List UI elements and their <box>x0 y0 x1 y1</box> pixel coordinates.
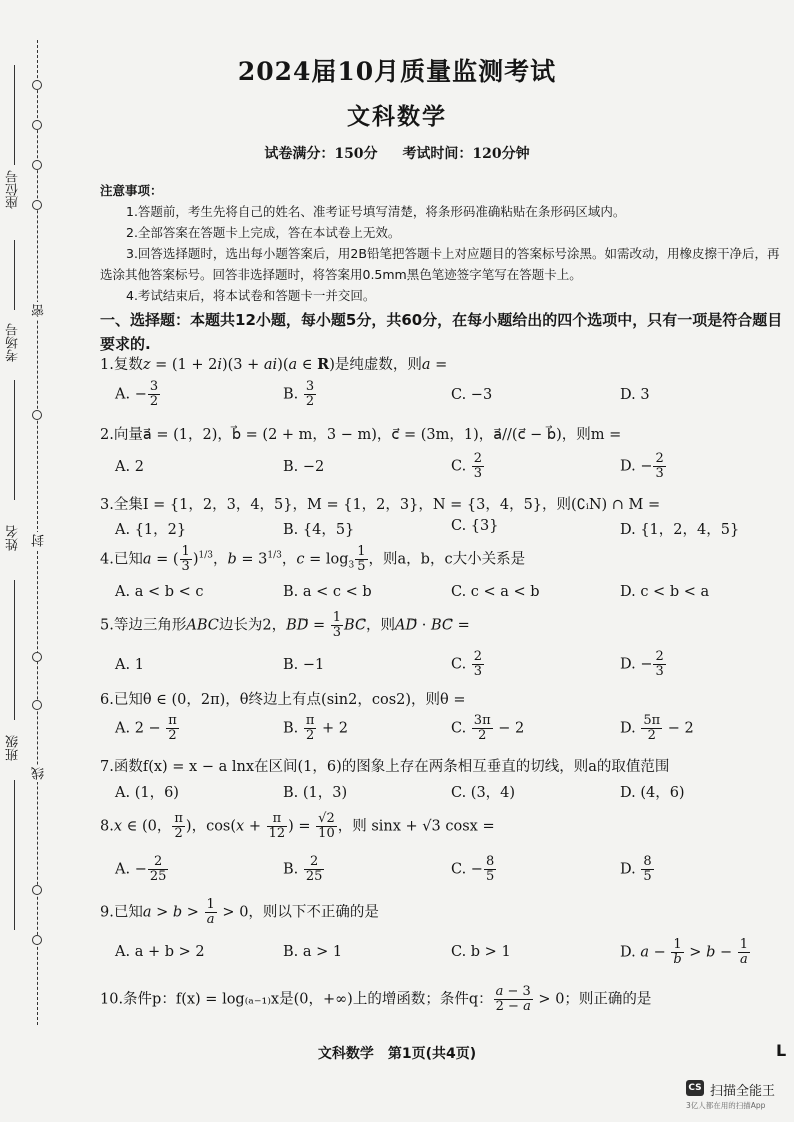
exam-info <box>0 143 794 163</box>
option-c: C. $\frac{3\pi}{2}$ − 2 <box>451 713 525 743</box>
option-d: D. (4，6) <box>620 785 685 801</box>
seal-word-feng: 封 <box>32 534 47 547</box>
room-number-label: 考场号 <box>6 323 21 362</box>
option-d: D. {1，2，4，5} <box>620 522 740 538</box>
page-footer: 文科数学 第1页(共4页) <box>317 1046 477 1062</box>
instructions <box>100 180 780 306</box>
option-a: A. a + b > 2 <box>115 944 205 960</box>
option-d: D. a − $\frac{1}{b}$ > b − $\frac{1}{a}$ <box>620 937 749 967</box>
scanner-slogan: 3亿人都在用的扫描App <box>686 1101 766 1110</box>
margin-dot <box>32 200 42 210</box>
exam-subject: 文科数学 <box>347 103 447 130</box>
question-9: 9.已知a > b > $\frac{1}{a}$ > 0，则以下不正确的是 <box>100 897 379 927</box>
question-10: 10.条件p：f(x) = log₍ₐ₋₁₎x是(0，+∞)上的增函数；条件q： $\frac{a - 3}{2 - a}$ > 0；则正确的是 <box>100 984 652 1014</box>
option-a: A. 1 <box>115 657 144 673</box>
scanner-logo-icon: CS <box>686 1080 704 1096</box>
option-b: B. (1，3) <box>283 785 348 801</box>
option-d: D. c < b < a <box>620 584 710 600</box>
question-7: 7.函数f(x) = x − a lnx在区间(1，6)的图象上存在两条相互垂直的切线，则a的取值范围 <box>100 759 670 775</box>
exam-title: 2024届10月质量监测考试 <box>237 57 557 86</box>
field-line <box>14 380 15 500</box>
field-line <box>14 780 15 930</box>
option-d: D. − $\frac{2}{3}$ <box>620 649 664 679</box>
question-2: 2.向量a⃗ = (1，2)，b⃗ = (2 + m，3 − m)，c⃗ = (3m，1)，a⃗//(c⃗ − b⃗)，则m = <box>100 427 622 443</box>
option-b: B. −1 <box>283 657 325 673</box>
margin-dot <box>32 935 42 945</box>
question-6: 6.已知θ ∈ (0，2π)，θ终边上有点(sin2，cos2)，则θ = <box>100 692 466 708</box>
option-b: B. {4，5} <box>283 522 355 538</box>
instruction-item: 4.考试结束后，将本试卷和答题卡一并交回。 <box>126 288 376 303</box>
margin-dot <box>32 410 42 420</box>
option-c: C. b > 1 <box>451 944 511 960</box>
option-d: D. $\frac{8}{5}$ <box>620 854 652 884</box>
option-d: D. − $\frac{2}{3}$ <box>620 451 664 481</box>
option-a: A. 2 <box>115 459 144 475</box>
question-1: 1.复数z = (1 + 2i)(3 + ai)(a ∈ R)是纯虚数，则a = <box>100 356 448 373</box>
question-9-tail: > 0，则以下不正确的是 <box>217 904 379 921</box>
option-a: A. − $\frac{2}{25}$ <box>115 854 167 884</box>
option-d: D. 3 <box>620 387 650 403</box>
instructions-heading: 注意事项： <box>100 183 163 198</box>
option-a: A. 2 − $\frac{\pi}{2}$ <box>115 713 177 743</box>
option-b: B. a < c < b <box>283 584 372 600</box>
seat-number-label: 座位号 <box>6 170 21 209</box>
question-10-head: 10.条件p：f(x) = log₍ₐ₋₁₎x是(0，+∞)上的增函数；条件q： <box>100 991 493 1008</box>
name-label: 姓名 <box>6 525 21 551</box>
full-score: 试卷满分：150分 <box>264 146 378 162</box>
instruction-item: 3.回答选择题时，选出每小题答案后，用2B铅笔把答题卡上对应题目的答案标号涂黑。如需改动，用橡皮擦干净后，再选涂其他答案标号。回答非选择题时，将答案用0.5mm黑色笔迹签字笔写在答题卡上。 <box>100 246 780 282</box>
option-a: A. {1，2} <box>115 522 187 538</box>
option-c: C. {3} <box>451 518 499 534</box>
option-b: B. −2 <box>283 459 325 475</box>
seal-word-mi: 密 <box>32 304 47 317</box>
question-4-tail: ，则a，b，c大小关系是 <box>368 551 526 568</box>
option-d: D. $\frac{5\pi}{2}$ − 2 <box>620 713 694 743</box>
margin-dot <box>32 700 42 710</box>
option-a: A. − $\frac{3}{2}$ <box>115 379 159 409</box>
corner-mark: L <box>776 1041 787 1060</box>
question-8: 8.x ∈ (0， $\frac{\pi}{2}$ )，cos(x + $\frac{\pi}{12}$ ) = $\frac{√2}{10}$ ，则 sinx + √3 cosx = <box>100 811 495 841</box>
option-a: A. (1，6) <box>115 785 179 801</box>
option-b: B. $\frac{2}{25}$ <box>283 854 323 884</box>
option-c: C. c < a < b <box>451 584 540 600</box>
option-b: B. a > 1 <box>283 944 343 960</box>
option-c: C. −3 <box>451 387 493 403</box>
margin-dot <box>32 885 42 895</box>
option-c: C. $\frac{2}{3}$ <box>451 451 483 481</box>
instruction-item: 2.全部答案在答题卡上完成，答在本试卷上无效。 <box>126 225 401 240</box>
instruction-item: 1.答题前，考生先将自己的姓名、准考证号填写清楚，将条形码准确粘贴在条形码区域内。 <box>126 204 626 219</box>
option-a: A. a < b < c <box>115 584 204 600</box>
exam-time: 考试时间：120分钟 <box>402 146 530 162</box>
seal-word-xian: 线 <box>32 767 47 780</box>
option-c: C. (3，4) <box>451 785 516 801</box>
question-3: 3.全集I = {1，2，3，4，5}，M = {1，2，3}，N = {3，4，5}，则(∁ᵢN) ∩ M = <box>100 497 661 513</box>
field-line <box>14 580 15 720</box>
field-line <box>14 240 15 310</box>
option-b: B. $\frac{3}{2}$ <box>283 379 315 409</box>
section-heading: 一、选择题：本题共12小题，每小题5分，共60分，在每小题给出的四个选项中，只有一项是符合题目要求的. <box>100 311 783 353</box>
margin-dot <box>32 652 42 662</box>
option-c: C. $\frac{2}{3}$ <box>451 649 483 679</box>
question-10-tail: > 0；则正确的是 <box>533 991 652 1008</box>
class-label: 班级 <box>6 735 21 761</box>
question-5: 5.等边三角形ABC边长为2，BD⃗ = $\frac{1}{3}$ BC⃗，则AD⃗ · BC⃗ = <box>100 610 470 640</box>
question-4: 4.已知a = ( $\frac{1}{3}$ )$^{1/3}$，$b = 3^{1/3}$，$c = \log_3$ $\frac{1}{5}$ ，则a，b，c大小关系是 <box>100 544 526 574</box>
option-c: C. − $\frac{8}{5}$ <box>451 854 495 884</box>
scanner-name: 扫描全能王 <box>710 1084 776 1099</box>
binding-margin <box>0 40 68 1025</box>
option-b: B. $\frac{\pi}{2}$ + 2 <box>283 713 349 743</box>
question-8-tail: ，则 sinx + √3 cosx = <box>337 818 495 835</box>
